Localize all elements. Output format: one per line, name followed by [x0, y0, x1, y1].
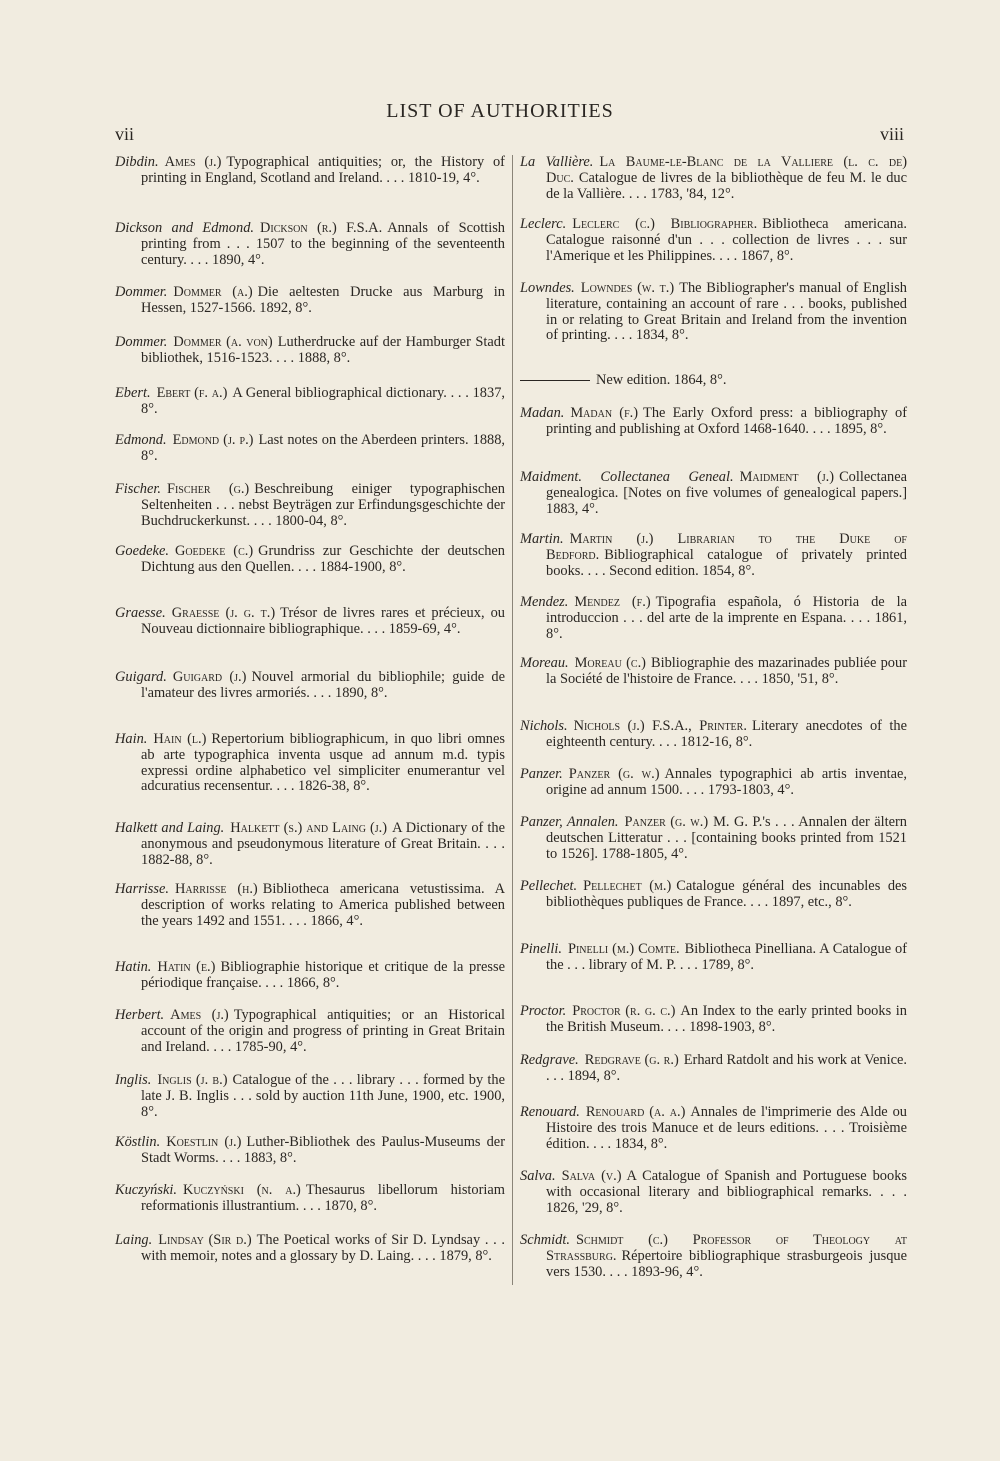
- entry-author: Redgrave (g. r.): [584, 1052, 679, 1068]
- entry-author: Koestlin (j.): [166, 1134, 242, 1150]
- entry-key: Panzer, Annalen.: [520, 814, 619, 830]
- entry: [115, 386, 505, 418]
- entry-text: Repertorium bibliographicum, in quo libri omnes ab arte typographica inventa usque ad annum m.d. typis expressi ordine alphabetico vel simpliciter enumerantur vel adcuratius recensentur. . . . 1826-38, 8°.: [141, 731, 505, 795]
- entry: [115, 821, 505, 868]
- entry-author: Hatin (e.): [157, 959, 216, 975]
- entry: [520, 815, 907, 862]
- entry: [115, 606, 505, 638]
- entry-author: Halkett (s.) and Laing (j.): [230, 820, 388, 836]
- entry: [520, 767, 907, 799]
- entry-text: M. G. P.'s . . . Annalen der ältern deutschen Litteratur . . . [containing books printed from 1521 to 1526]. 1788-1805, 4°.: [546, 814, 907, 862]
- entry: [520, 595, 907, 642]
- entry: [520, 532, 907, 579]
- entry-author: Pellechet (m.): [583, 878, 672, 894]
- entry-author: Lowndes (w. t.): [580, 280, 675, 296]
- entry-author: Edmond (j. p.): [172, 432, 254, 448]
- entry: [115, 1135, 505, 1167]
- entry-key: Guigard.: [115, 669, 167, 685]
- entry-key: Halkett and Laing.: [115, 820, 225, 836]
- entry-key: Madan.: [520, 405, 565, 421]
- entry-key: Nichols.: [520, 718, 568, 734]
- entry: [520, 719, 907, 751]
- entry-key: Martin.: [520, 531, 564, 547]
- entry-text: Annales de l'imprimerie des Alde ou Histoire des trois Manuce et de leurs editions. . . . Troisième édition. . . . 1834, 8°.: [546, 1104, 907, 1152]
- entry-key: Köstlin.: [115, 1134, 161, 1150]
- entry-author: Panzer (g. w.): [568, 766, 660, 782]
- entry-author: Ames (j.): [170, 1007, 229, 1023]
- entry-author: Ames (j.): [164, 154, 222, 170]
- entry-author: Moreau (c.): [574, 655, 646, 671]
- entry-author: La Baume-le-Blanc de la Valliere (l. c. de) Duc.: [546, 154, 907, 186]
- entry-author: Martin (j.) Librarian to the Duke of Bedford.: [546, 531, 907, 563]
- entry-text: The Bibliographer's manual of English literature, containing an account of rare . . . books, published in or relating to Great Britain and Ireland from the invention of printing. . . . 1834, 8°.: [546, 280, 908, 344]
- entry-author: Renouard (a. a.): [585, 1104, 686, 1120]
- entry: [115, 1008, 505, 1055]
- entry-author: Fischer (g.): [166, 481, 250, 497]
- entry-text: Catalogue de livres de la bibliothèque de feu M. le duc de la Vallière. . . . 1783, '84, 12°.: [546, 169, 907, 202]
- entry-author: Graesse (j. g. t.): [171, 605, 276, 621]
- entry: [520, 1169, 907, 1216]
- entry: [520, 1233, 907, 1280]
- entry-key: Hain.: [115, 731, 148, 747]
- entry-text: Lutherdrucke auf der Hamburger Stadt bibliothek, 1516-1523. . . . 1888, 8°.: [141, 334, 505, 366]
- page-number-left: vii: [115, 124, 135, 144]
- entry-text: Nouvel armorial du bibliophile; guide de l'amateur des livres armoriés. . . . 1890, 8°.: [141, 669, 505, 701]
- entry-author: Harrisse (h.): [174, 881, 258, 897]
- entry-author: Panzer (g. w.): [624, 814, 709, 830]
- entry-key: La Vallière.: [520, 154, 594, 170]
- entry-text: Annales typographici ab artis inventae, origine ad annum 1500. . . . 1793-1803, 4°.: [546, 766, 908, 798]
- entry-author: Mendez (f.): [574, 594, 651, 610]
- entry-key: Leclerc.: [520, 216, 567, 232]
- entry: [115, 433, 505, 465]
- entry-text: Bibliographie des mazarinades publiée pour la Société de l'histoire de France. . . . 1850, '51, 8°.: [546, 655, 907, 687]
- entry-author: Pinelli (m.) Comte.: [567, 941, 680, 957]
- entry-author: Inglis (j. b.): [157, 1072, 228, 1088]
- entry-key: Moreau.: [520, 655, 569, 671]
- entry-text: Bibliotheca americana. Catalogue raisonné d'un . . . collection de livres . . . sur l'Amerique et les Philippines. . . . 1867, 8°.: [546, 216, 907, 264]
- entry-text: The Poetical works of Sir D. Lyndsay . . . with memoir, notes and a glossary by D. Laing. . . . 1879, 8°.: [141, 1232, 505, 1264]
- entry-text: Tipografia española, ó Historia de la introduccion . . . del arte de la imprente en Espana. . . . 1861, 8°.: [546, 594, 907, 642]
- entry-author: Guigard (j.): [172, 669, 247, 685]
- entry-text: Catalogue of the . . . library . . . formed by the late J. B. Inglis . . . sold by auction 11th June, 1900, etc. 1900, 8°.: [141, 1072, 505, 1120]
- entry-text: Last notes on the Aberdeen printers. 1888, 8°.: [141, 432, 505, 464]
- entry-key: Pinelli.: [520, 941, 562, 957]
- entry-text: Grundriss zur Geschichte der deutschen Dichtung aus den Quellen. . . . 1884-1900, 8°.: [141, 543, 505, 575]
- entry-author: Leclerc (c.) Bibliographer.: [572, 216, 758, 232]
- entry-text: Literary anecdotes of the eighteenth century. . . . 1812-16, 8°.: [546, 718, 908, 750]
- entry: [115, 482, 505, 529]
- entry-key: Mendez.: [520, 594, 569, 610]
- entry-author: Hain (l.): [153, 731, 207, 747]
- entry-key: Fischer.: [115, 481, 161, 497]
- entry: [520, 470, 907, 517]
- entry-text: Trésor de livres rares et précieux, ou Nouveau dictionnaire bibliographique. . . . 1859-69, 4°.: [141, 605, 505, 637]
- entry: [520, 1105, 907, 1152]
- entry-text: Thesaurus libellorum historiam reformationis illustrantium. . . . 1870, 8°.: [141, 1182, 506, 1214]
- entry-text: Bibliographie historique et critique de la presse périodique française. . . . 1866, 8°.: [141, 959, 505, 991]
- entry-key: Herbert.: [115, 1007, 165, 1023]
- entry-key: Dibdin.: [115, 154, 159, 170]
- entry-text: Catalogue général des incunables des bibliothèques publiques de France. . . . 1897, etc., 8°.: [546, 878, 908, 910]
- entry: [115, 670, 505, 702]
- entry-text: A Catalogue of Spanish and Portuguese books with occasional literary and bibliographical remarks. . . . 1826, '29, 8°.: [546, 1168, 907, 1216]
- entry-author: Nichols (j.) F.S.A., Printer.: [573, 718, 747, 734]
- entry-key: Harrisse.: [115, 881, 169, 897]
- entry-author: Madan (f.): [570, 405, 639, 421]
- entry: [520, 1004, 907, 1036]
- entry: [115, 285, 505, 317]
- entry: [520, 656, 907, 688]
- entry-text: Beschreibung einiger typographischen Seltenheiten . . . nebst Beyträgen zur Erfindungsgeschichte der Buchdruckerkunst. . . . 1800-04, 8°.: [141, 481, 505, 529]
- entry: [520, 879, 907, 911]
- entry: [520, 155, 907, 202]
- entry-key: Kuczyński.: [115, 1182, 177, 1198]
- entry-author: Dommer (a. von): [173, 334, 273, 350]
- entry-key: Dickson and Edmond.: [115, 220, 254, 236]
- entry-key: Pellechet.: [520, 878, 578, 894]
- entry-key: Panzer.: [520, 766, 563, 782]
- entry-text: Luther-Bibliothek des Paulus-Museums der Stadt Worms. . . . 1883, 8°.: [141, 1134, 505, 1166]
- entry: [115, 335, 505, 367]
- entry-author: Lindsay (Sir d.): [158, 1232, 252, 1248]
- entry-key: Salva.: [520, 1168, 556, 1184]
- entry-key: Edmond.: [115, 432, 167, 448]
- entry-text: New edition. 1864, 8°.: [596, 372, 727, 388]
- entry: [115, 1183, 505, 1215]
- entry-text: Erhard Ratdolt and his work at Venice. . . . 1894, 8°.: [546, 1052, 907, 1084]
- entry-text: An Index to the early printed books in the British Museum. . . . 1898-1903, 8°.: [546, 1003, 907, 1035]
- entry-key: Proctor.: [520, 1003, 567, 1019]
- entry: [520, 1053, 907, 1085]
- entry-text: Collectanea genealogica. [Notes on five volumes of genealogical papers.] 1883, 4°.: [546, 469, 907, 517]
- entry-text: The Early Oxford press: a bibliography of printing and publishing at Oxford 1468-1640. . . . 1895, 8°.: [546, 405, 907, 437]
- entry-key: Maidment. Collectanea Geneal.: [520, 469, 734, 485]
- entry-author: Salva (v.): [561, 1168, 622, 1184]
- entry: [115, 544, 505, 576]
- entry-text: Bibliotheca Pinelliana. A Catalogue of the . . . library of M. P. . . . 1789, 8°.: [546, 941, 907, 973]
- entry-key: Renouard.: [520, 1104, 580, 1120]
- entry-author: Dommer (a.): [173, 284, 253, 300]
- entry-author: Kuczyński (n. a.): [182, 1182, 301, 1198]
- entry-author: Goedeke (c.): [174, 543, 254, 559]
- entry-text: A General bibliographical dictionary. . . . 1837, 8°.: [141, 385, 505, 417]
- entry-key: Dommer.: [115, 284, 168, 300]
- ditto-rule: [520, 380, 590, 381]
- entry-continuation: [520, 373, 907, 389]
- entry-key: Goedeke.: [115, 543, 169, 559]
- entry-key: Ebert.: [115, 385, 151, 401]
- entry-key: Lowndes.: [520, 280, 575, 296]
- entry: [520, 406, 907, 438]
- entry: [520, 217, 907, 264]
- entry-text: Annals of Scottish printing from . . . 1507 to the beginning of the seventeenth century. . . . 1890, 4°.: [141, 220, 505, 268]
- entry: [115, 732, 505, 795]
- page-number-right: viii: [879, 124, 904, 144]
- entry-key: Schmidt.: [520, 1232, 570, 1248]
- entry-key: Redgrave.: [520, 1052, 579, 1068]
- entry-key: Graesse.: [115, 605, 166, 621]
- column-divider: [512, 155, 513, 1285]
- entry-text: A Dictionary of the anonymous and pseudonymous literature of Great Britain. . . . 1882-88, 8°.: [141, 820, 505, 868]
- entry-author: Schmidt (c.) Professor of Theology at Strassburg.: [546, 1232, 907, 1264]
- entry-text: Répertoire bibliographique strasburgeois jusque vers 1530. . . . 1893-96, 4°.: [546, 1247, 907, 1280]
- entry-author: Maidment (j.): [739, 469, 835, 485]
- entry: [115, 960, 505, 992]
- entry-text: Die aeltesten Drucke aus Marburg in Hessen, 1527-1566. 1892, 8°.: [141, 284, 505, 316]
- entry: [115, 882, 505, 929]
- entry: [115, 155, 505, 187]
- entry: [115, 1233, 505, 1265]
- entry-text: Bibliographical catalogue of privately printed books. . . . Second edition. 1854, 8°.: [546, 546, 907, 579]
- entry-text: Bibliotheca americana vetustissima. A description of works relating to America published between the years 1492 and 1551. . . . 1866, 4°.: [141, 881, 505, 929]
- entry-key: Dommer.: [115, 334, 168, 350]
- entry-key: Inglis.: [115, 1072, 152, 1088]
- entry-author: Ebert (f. a.): [156, 385, 228, 401]
- entry-author: Dickson (r.) F.S.A.: [259, 220, 383, 236]
- entry-text: Typographical antiquities; or, the History of printing in England, Scotland and Ireland. . . . 1810-19, 4°.: [141, 154, 505, 186]
- entry-author: Proctor (r. g. c.): [572, 1003, 676, 1019]
- entry: [115, 1073, 505, 1120]
- entry-key: Hatin.: [115, 959, 152, 975]
- page-title: LIST OF AUTHORITIES: [386, 100, 614, 122]
- entry: [520, 942, 907, 974]
- entry: [115, 221, 505, 268]
- entry-key: Laing.: [115, 1232, 153, 1248]
- entry-text: Typographical antiquities; or an Historical account of the origin and progress of printing in Great Britain and Ireland. . . . 1785-90, 4°.: [141, 1007, 505, 1055]
- entry: [520, 281, 907, 344]
